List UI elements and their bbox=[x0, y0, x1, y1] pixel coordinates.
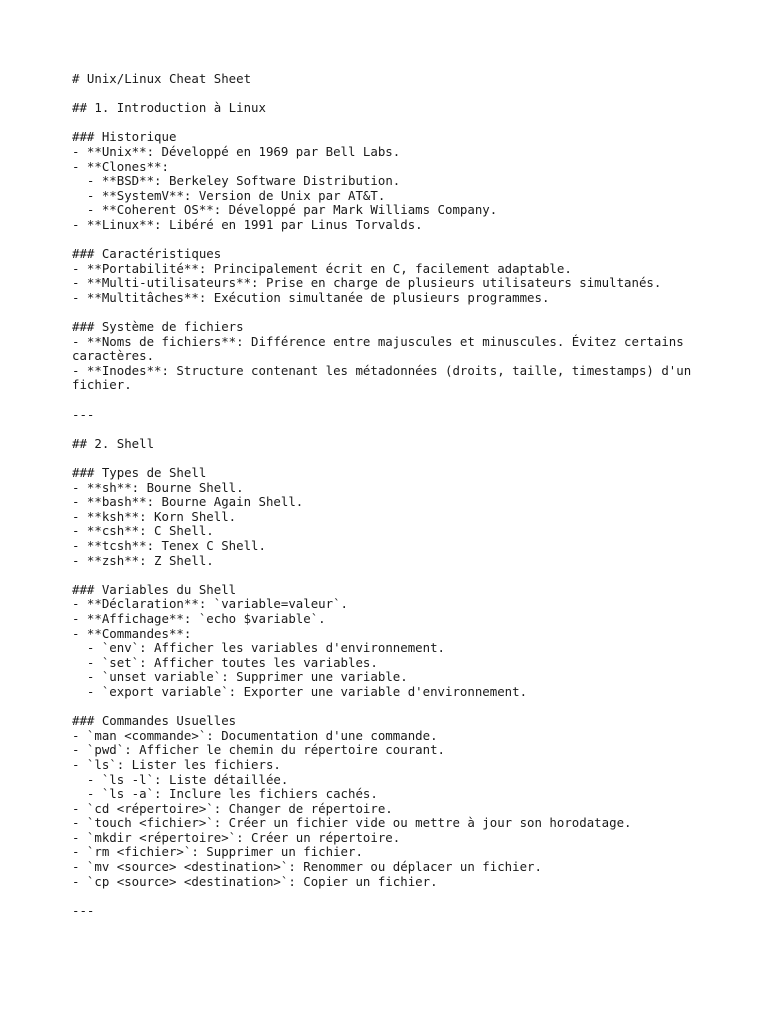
nested-list-item: - `ls -l`: Liste détaillée. bbox=[72, 771, 289, 787]
list-item: - `cd <répertoire>`: Changer de répertoire. bbox=[72, 800, 393, 816]
blank-line bbox=[72, 87, 702, 102]
list-item: - **sh**: Bourne Shell. bbox=[72, 479, 244, 495]
blank-line bbox=[72, 451, 702, 466]
list-item: - **Commandes**: bbox=[72, 625, 192, 641]
nested-list-item: - `env`: Afficher les variables d'environnement. bbox=[72, 640, 445, 656]
nested-list-item: - `unset variable`: Supprimer une variable. bbox=[72, 669, 408, 685]
document-body bbox=[72, 72, 702, 918]
blank-line bbox=[72, 116, 702, 131]
list-item: - **Unix**: Développé en 1969 par Bell Labs. bbox=[72, 143, 401, 159]
blank-line bbox=[72, 568, 702, 583]
list-item: - **Affichage**: `echo $variable`. bbox=[72, 610, 326, 626]
blank-line bbox=[72, 422, 702, 437]
section-heading: ## 2. Shell bbox=[72, 435, 155, 451]
blank-line bbox=[72, 306, 702, 321]
list-item: - **Multitâches**: Exécution simultanée de plusieurs programmes. bbox=[72, 289, 550, 305]
horizontal-rule: --- bbox=[72, 406, 95, 422]
subsection-heading: ### Système de fichiers bbox=[72, 319, 244, 335]
subsection-heading: ### Caractéristiques bbox=[72, 246, 222, 262]
subsection-heading: ### Types de Shell bbox=[72, 465, 207, 481]
list-item: - **Clones**: bbox=[72, 158, 169, 174]
list-item: - `mkdir <répertoire>`: Créer un répertoire. bbox=[72, 829, 401, 845]
list-item: - **Noms de fichiers**: Différence entre majuscules et minuscules. Évitez certains bbox=[72, 333, 684, 349]
subsection-heading: ### Commandes Usuelles bbox=[72, 713, 237, 729]
text-line: fichier. bbox=[72, 377, 132, 393]
subsection-heading: ### Historique bbox=[72, 129, 177, 145]
nested-list-item: - `ls -a`: Inclure les fichiers cachés. bbox=[72, 786, 378, 802]
list-item: - `ls`: Lister les fichiers. bbox=[72, 756, 281, 772]
list-item: - **Portabilité**: Principalement écrit en C, facilement adaptable. bbox=[72, 260, 572, 276]
list-item: - **Multi-utilisateurs**: Prise en charge de plusieurs utilisateurs simultanés. bbox=[72, 275, 662, 291]
list-item: - **Déclaration**: `variable=valeur`. bbox=[72, 596, 349, 612]
nested-list-item: - `set`: Afficher toutes les variables. bbox=[72, 654, 378, 670]
list-item: - **csh**: C Shell. bbox=[72, 523, 214, 539]
nested-list-item: - **SystemV**: Version de Unix par AT&T. bbox=[72, 187, 386, 203]
subsection-heading: ### Variables du Shell bbox=[72, 581, 237, 597]
document-title: # Unix/Linux Cheat Sheet bbox=[72, 71, 252, 86]
list-item: - **zsh**: Z Shell. bbox=[72, 552, 214, 568]
list-item: - **tcsh**: Tenex C Shell. bbox=[72, 538, 266, 553]
list-item: - `rm <fichier>`: Supprimer un fichier. bbox=[72, 844, 363, 860]
list-item: - **ksh**: Korn Shell. bbox=[72, 508, 237, 524]
text-line: caractères. bbox=[72, 348, 155, 364]
list-item: - **Inodes**: Structure contenant les métadonnées (droits, taille, timestamps) d'un bbox=[72, 362, 692, 378]
nested-list-item: - `export variable`: Exporter une variable d'environnement. bbox=[72, 683, 528, 699]
list-item: - **Linux**: Libéré en 1991 par Linus Torvalds. bbox=[72, 216, 423, 232]
blank-line bbox=[72, 889, 702, 904]
horizontal-rule: --- bbox=[72, 902, 95, 918]
list-item: - `pwd`: Afficher le chemin du répertoire courant. bbox=[72, 742, 445, 758]
nested-list-item: - **Coherent OS**: Développé par Mark Williams Company. bbox=[72, 202, 498, 218]
list-item: - `cp <source> <destination>`: Copier un fichier. bbox=[72, 873, 438, 889]
blank-line bbox=[72, 393, 702, 408]
list-item: - **bash**: Bourne Again Shell. bbox=[72, 494, 304, 510]
section-heading: ## 1. Introduction à Linux bbox=[72, 100, 266, 116]
list-item: - `touch <fichier>`: Créer un fichier vide ou mettre à jour son horodatage. bbox=[72, 815, 632, 831]
list-item: - `man <commande>`: Documentation d'une commande. bbox=[72, 727, 438, 743]
nested-list-item: - **BSD**: Berkeley Software Distribution. bbox=[72, 173, 401, 189]
blank-line bbox=[72, 233, 702, 248]
blank-line bbox=[72, 700, 702, 715]
list-item: - `mv <source> <destination>`: Renommer ou déplacer un fichier. bbox=[72, 859, 542, 875]
